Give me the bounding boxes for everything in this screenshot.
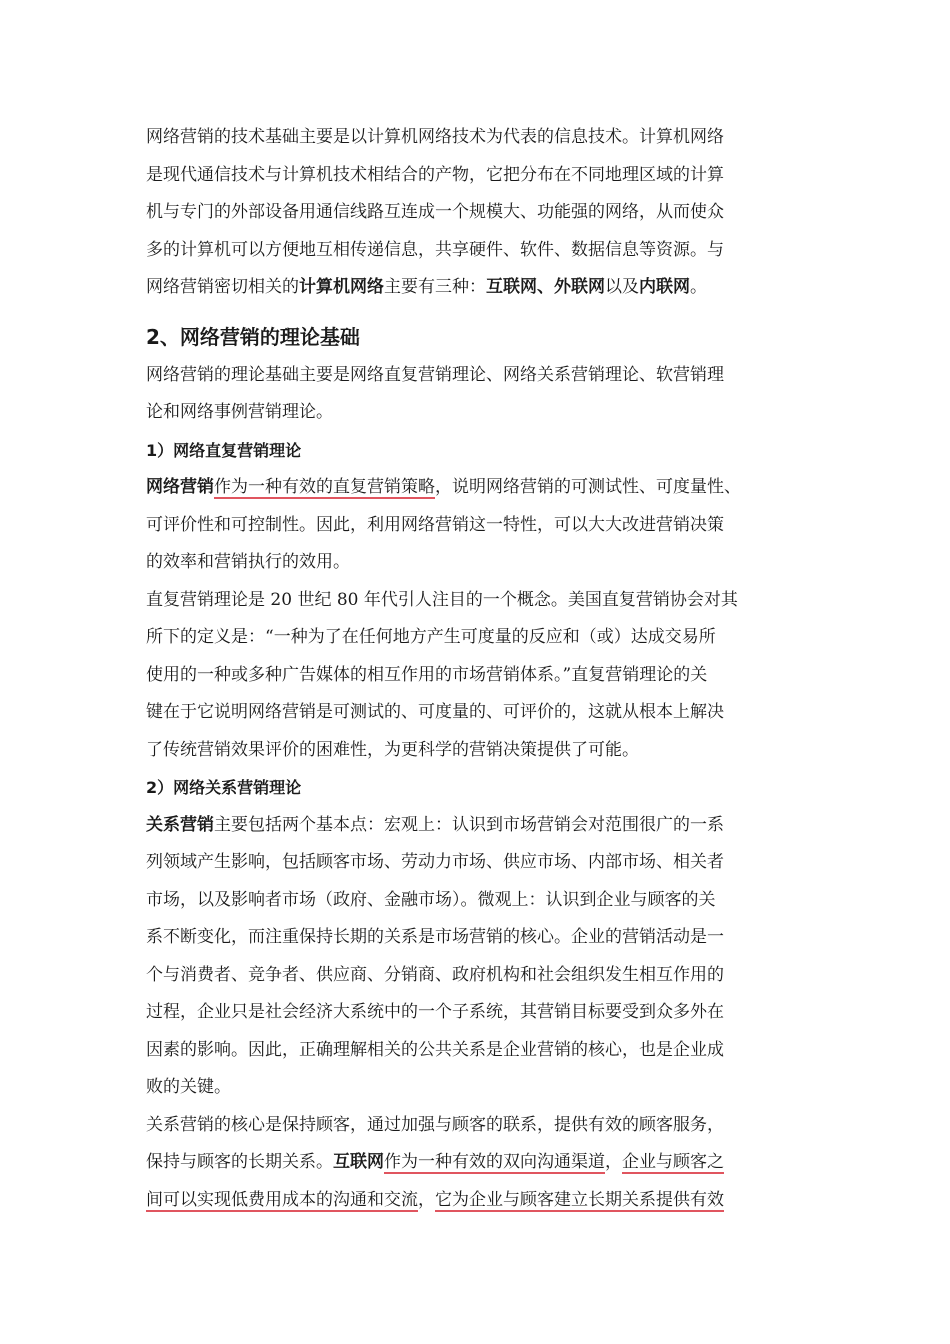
underlined-phrase: 作为一种有效的直复营销策略 xyxy=(214,477,435,497)
underlined-phrase: 作为一种有效的双向沟通渠道 xyxy=(384,1152,605,1172)
text-line: 多的计算机可以方便地互相传递信息，共享硬件、软件、数据信息等资源。与 xyxy=(146,239,724,260)
text-run: 主要有三种： xyxy=(384,277,486,297)
relationship-marketing-paragraph xyxy=(146,807,816,1107)
text-run: 网络营销密切相关的 xyxy=(146,277,299,297)
text-run: 以及 xyxy=(605,277,639,297)
bold-term: 互联网 xyxy=(333,1152,384,1172)
direct-marketing-definition-paragraph xyxy=(146,582,816,770)
direct-marketing-paragraph xyxy=(146,469,816,582)
subsection-heading: 2）网络关系营销理论 xyxy=(146,778,302,797)
text-line: 关系营销的核心是保持顾客，通过加强与顾客的联系，提供有效的顾客服务， xyxy=(146,1114,724,1135)
bold-term: 计算机网络 xyxy=(299,277,384,297)
relationship-core-paragraph xyxy=(146,1107,816,1220)
underlined-phrase: 企业与顾客之 xyxy=(622,1152,724,1172)
bold-term: 外联网 xyxy=(554,277,605,297)
text-line: 论和网络事例营销理论。 xyxy=(146,402,333,422)
text-line: 机与专门的外部设备用通信线路互连成一个规模大、功能强的网络，从而使众 xyxy=(146,202,724,222)
text-line: 系不断变化，而注重保持长期的关系是市场营销的核心。企业的营销活动是一 xyxy=(146,927,724,947)
bold-term: 关系营销 xyxy=(146,814,214,835)
text-run: ， xyxy=(418,1189,435,1210)
text-line: 使用的一种或多种广告媒体的相互作用的市场营销体系。”直复营销理论的关 xyxy=(146,664,708,685)
bold-term: 网络营销 xyxy=(146,477,214,497)
text-line: 直复营销理论是 20 世纪 80 年代引人注目的一个概念。美国直复营销协会对其 xyxy=(146,589,738,610)
text-run: ， xyxy=(605,1152,622,1172)
text-line: 个与消费者、竞争者、供应商、分销商、政府机构和社会组织发生相互作用的 xyxy=(146,964,724,985)
text-line xyxy=(146,1144,816,1182)
text-line: 键在于它说明网络营销是可测试的、可度量的、可评价的，这就从根本上解决 xyxy=(146,702,724,722)
underlined-phrase: 间可以实现低费用成本的沟通和交流 xyxy=(146,1189,418,1210)
subsection-heading: 1）网络直复营销理论 xyxy=(146,440,302,460)
section-intro-paragraph xyxy=(146,357,816,432)
text-line: 因素的影响。因此，正确理解相关的公共关系是企业营销的核心，也是企业成 xyxy=(146,1039,724,1060)
bold-term: 互联网 xyxy=(486,277,537,297)
intro-paragraph xyxy=(146,119,816,307)
text-line: 列领域产生影响，包括顾客市场、劳动力市场、供应市场、内部市场、相关者 xyxy=(146,852,724,872)
text-line: 网络营销的理论基础主要是网络直复营销理论、网络关系营销理论、软营销理 xyxy=(146,364,724,385)
text-line xyxy=(146,807,816,845)
text-line xyxy=(146,1182,816,1220)
text-run: ，说明网络营销的可测试性、可度量性、 xyxy=(435,477,741,497)
text-line: 过程，企业只是社会经济大系统中的一个子系统，其营销目标要受到众多外在 xyxy=(146,1002,724,1022)
section-heading: 2、网络营销的理论基础 xyxy=(146,324,360,349)
bold-term: 内联网 xyxy=(639,277,690,297)
text-line: 所下的定义是：“一种为了在任何地方产生可度量的反应和（或）达成交易所 xyxy=(146,627,716,647)
text-line: 是现代通信技术与计算机技术相结合的产物，它把分布在不同地理区域的计算 xyxy=(146,164,724,185)
document-page xyxy=(146,119,816,1219)
text-line: 可评价性和可控制性。因此，利用网络营销这一特性，可以大大改进营销决策 xyxy=(146,514,724,535)
text-line: 了传统营销效果评价的困难性，为更科学的营销决策提供了可能。 xyxy=(146,739,639,760)
text-run: 主要包括两个基本点：宏观上：认识到市场营销会对范围很广的一系 xyxy=(214,814,724,835)
text-line: 网络营销的技术基础主要是以计算机网络技术为代表的信息技术。计算机网络 xyxy=(146,127,724,147)
text-line: 的效率和营销执行的效用。 xyxy=(146,552,350,572)
text-line: 败的关键。 xyxy=(146,1077,231,1097)
underlined-phrase: 它为企业与顾客建立长期关系提供有效 xyxy=(435,1189,724,1210)
bold-term: 、 xyxy=(537,277,554,297)
text-run: 保持与顾客的长期关系。 xyxy=(146,1152,333,1172)
text-line xyxy=(146,469,816,507)
text-run: 。 xyxy=(690,277,707,297)
text-line: 市场，以及影响者市场（政府、金融市场）。微观上：认识到企业与顾客的关 xyxy=(146,889,716,910)
text-line xyxy=(146,269,816,307)
